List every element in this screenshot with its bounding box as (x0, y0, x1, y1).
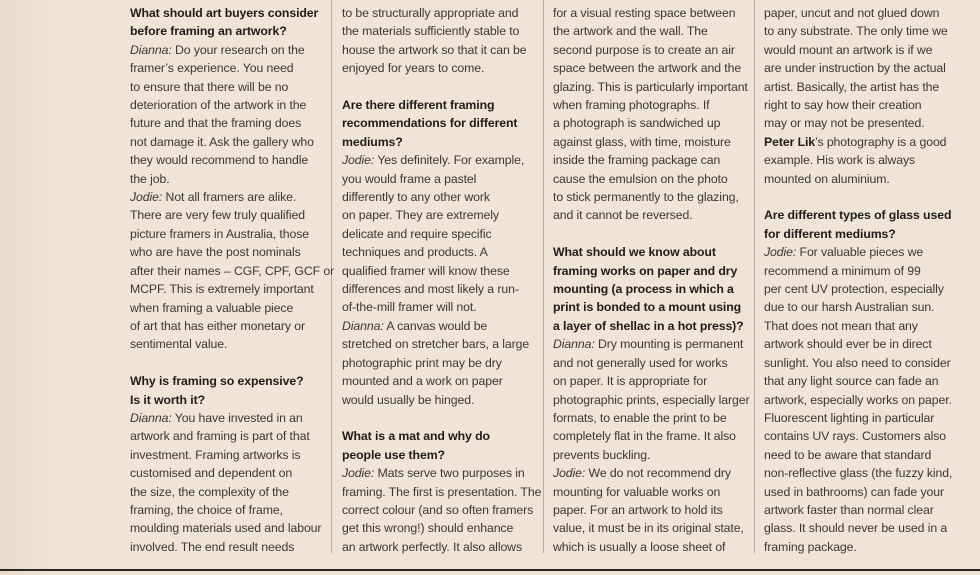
body-text-line (764, 151, 956, 169)
line-text: would usually be hinged. (342, 392, 475, 407)
line-text: need to be aware that standard (764, 447, 932, 462)
line-text: involved. The end result needs (130, 539, 295, 554)
line-text: a photograph is sandwiched up (553, 116, 721, 131)
body-text-line (553, 78, 748, 96)
line-text: non-reflective glass (the fuzzy kind, (764, 466, 953, 481)
body-text-line (130, 446, 322, 464)
line-text: space between the artwork and the (553, 61, 742, 76)
body-text-line (342, 483, 542, 501)
line-text: correct colour (and so often framers (342, 502, 534, 517)
line-text: A canvas would be (383, 318, 488, 333)
line-text: and not generally used for works (553, 355, 728, 370)
body-text-line (553, 409, 745, 427)
emphasized-name: Peter Lik (764, 134, 816, 149)
body-text-line (764, 4, 956, 22)
body-text-line (764, 114, 956, 132)
line-text: house the artwork so that it can be (342, 42, 527, 57)
body-text-line (342, 501, 534, 519)
line-text: mounting for valuable works on (553, 484, 721, 499)
body-text-line (764, 427, 956, 445)
question-heading-line: mounting (a process in which a (553, 282, 734, 297)
body-text-line (553, 446, 745, 464)
body-text-line (342, 22, 534, 40)
line-text: artwork and framing is part of that (130, 429, 310, 444)
body-text-line (553, 391, 750, 409)
question-heading-line: What should we know about (553, 245, 716, 260)
line-text: differences and most likely a run- (342, 282, 519, 297)
line-text: framing package. (764, 539, 857, 554)
question-heading-line: What should art buyers consider (130, 6, 319, 20)
line-text: framer’s experience. You need (130, 61, 294, 76)
line-text: are under instruction by the actual (764, 61, 946, 76)
body-text-line (342, 372, 534, 390)
body-text-line (130, 262, 335, 280)
article-column-1 (130, 4, 335, 556)
body-text-line (553, 96, 745, 114)
line-text: You have invested in an (171, 410, 303, 425)
line-text: due to our harsh Australian sun. (764, 300, 935, 315)
question-heading-line: Are there different framing (342, 98, 495, 113)
line-text: who are have the post nominals (130, 245, 301, 260)
speaker-name: Dianna: (553, 337, 595, 352)
line-text: For valuable pieces we (796, 245, 924, 260)
body-text-line (553, 170, 745, 188)
line-text: on paper. It is appropriate for (553, 374, 708, 389)
body-text-line (130, 206, 322, 224)
line-text: delicate and require specific (342, 226, 492, 241)
body-text-line (342, 335, 534, 353)
speaker-name: Jodie: (553, 466, 586, 481)
body-text-line (130, 483, 322, 501)
line-text: glass. It should never be used in a (764, 521, 948, 536)
line-text: get this wrong!) should enhance (342, 521, 514, 536)
speaker-name: Jodie: (342, 466, 375, 481)
body-text-line (130, 133, 322, 151)
line-text: prevents buckling. (553, 447, 651, 462)
body-text-line (342, 225, 534, 243)
line-text: example. His work is always (764, 153, 916, 168)
line-text: enjoyed for years to come. (342, 61, 485, 76)
line-text: that any light source can fade an (764, 374, 939, 389)
body-text-line (764, 41, 956, 59)
body-text-line (130, 280, 322, 298)
body-text-line (130, 335, 322, 353)
line-text: they would recommend to handle (130, 153, 309, 168)
body-text-line (764, 519, 956, 537)
body-text-line (130, 538, 322, 556)
body-text-line (553, 4, 745, 22)
line-text: the job. (130, 171, 170, 186)
line-text: contains UV rays. Customers also (764, 429, 947, 444)
line-text: ’s photography is a good (815, 134, 947, 149)
question-heading-line: recommendations for different (342, 116, 518, 131)
body-text-line (764, 170, 956, 188)
line-text: Dry mounting is permanent (594, 337, 744, 352)
question-heading-line: a layer of shellac in a hot press)? (553, 318, 744, 333)
body-text-line (130, 59, 322, 77)
body-text-line (130, 96, 322, 114)
question-heading-line: What is a mat and why do (342, 429, 490, 444)
body-text-line (553, 538, 745, 556)
line-text: framing. The first is presentation. The (342, 484, 542, 499)
line-text: sunlight. You also need to consider (764, 355, 951, 370)
line-text: investment. Framing artworks is (130, 447, 301, 462)
line-text: deterioration of the artwork in the (130, 98, 307, 113)
body-text-line (130, 114, 322, 132)
body-text-line (130, 225, 322, 243)
line-text: glazing. This is particularly important (553, 79, 748, 94)
line-text: for a visual resting space between (553, 6, 736, 20)
body-text-line (764, 243, 956, 261)
column-divider (543, 0, 544, 553)
paragraph-spacer (553, 225, 745, 243)
line-text: techniques and products. A (342, 245, 488, 260)
body-text-line (342, 538, 534, 556)
line-text: formats, to enable the print to be (553, 410, 727, 425)
body-text-line (764, 96, 956, 114)
line-text: cause the emulsion on the photo (553, 171, 728, 186)
body-text-line (130, 78, 322, 96)
line-text: of art that has either monetary or (130, 318, 305, 333)
line-text: framing, the choice of frame, (130, 502, 283, 517)
line-text: paper. For an artwork to hold its (553, 502, 723, 517)
line-text: would mount an artwork is if we (764, 42, 933, 57)
body-text-line (553, 354, 745, 372)
body-text-line (553, 519, 745, 537)
body-text-line (130, 151, 322, 169)
body-text-line (342, 391, 534, 409)
body-text-line (130, 427, 322, 445)
line-text: picture framers in Australia, those (130, 226, 309, 241)
body-text-line (764, 409, 956, 427)
page-bottom-edge (0, 569, 980, 571)
paragraph-spacer (764, 188, 956, 206)
paragraph-spacer (130, 354, 322, 372)
line-text: not damage it. Ask the gallery who (130, 134, 314, 149)
body-text-line (130, 317, 322, 335)
question-heading-line: framing works on paper and dry (553, 263, 738, 278)
body-text-line (342, 170, 534, 188)
body-text-line (764, 483, 956, 501)
line-text: you would frame a pastel (342, 171, 477, 186)
line-text: paper, uncut and not glued down (764, 6, 940, 20)
body-text-line (342, 317, 534, 335)
body-text-line (553, 41, 745, 59)
question-heading-line: before framing an artwork? (130, 24, 287, 39)
body-text-line (342, 298, 534, 316)
line-text: Mats serve two purposes in (374, 466, 525, 481)
body-text-line (553, 22, 745, 40)
body-text-line (342, 41, 534, 59)
speaker-name: Jodie: (764, 245, 797, 260)
line-text: to ensure that there will be no (130, 79, 289, 94)
body-text-line (342, 4, 534, 22)
body-text-line (764, 335, 956, 353)
line-text: There are very few truly qualified (130, 208, 305, 223)
body-text-line (764, 317, 956, 335)
body-text-line (764, 538, 956, 556)
body-text-line (764, 501, 956, 519)
line-text: second purpose is to create an air (553, 42, 735, 57)
line-text: right to say how their creation (764, 98, 922, 113)
body-text-line (553, 483, 745, 501)
body-text-line (764, 78, 956, 96)
body-text-line (342, 243, 534, 261)
body-text-line (553, 151, 745, 169)
line-text: to any substrate. The only time we (764, 24, 948, 39)
paragraph-spacer (342, 78, 534, 96)
body-text-line (130, 501, 322, 519)
body-text-line (553, 464, 745, 482)
line-text: against glass, with time, moisture (553, 134, 731, 149)
question-heading-line: print is bonded to a mount using (553, 300, 742, 315)
line-text: Yes definitely. For example, (374, 153, 525, 168)
line-text: the artwork and the wall. The (553, 24, 708, 39)
body-text-line (764, 464, 956, 482)
body-text-line (553, 372, 745, 390)
speaker-name: Dianna: (130, 410, 172, 425)
body-text-line (130, 409, 322, 427)
line-text: moulding materials used and labour (130, 521, 322, 536)
body-text-line (764, 22, 956, 40)
line-text: of-the-mill framer will not. (342, 300, 477, 315)
line-text: stretched on stretcher bars, a large (342, 337, 530, 352)
paragraph-spacer (342, 409, 534, 427)
body-text-line (130, 519, 322, 537)
body-text-line (764, 354, 956, 372)
article-column-2 (342, 4, 542, 556)
body-text-line (130, 243, 322, 261)
speaker-name: Dianna: (130, 42, 172, 57)
line-text: and it cannot be reversed. (553, 208, 693, 223)
line-text: when framing photographs. If (553, 98, 710, 113)
line-text: used in bathrooms) can fade your (764, 484, 944, 499)
line-text: customised and dependent on (130, 466, 293, 481)
body-text-line (553, 188, 745, 206)
line-text: sentimental value. (130, 337, 228, 352)
line-text: photographic prints, especially larger (553, 392, 750, 407)
question-heading-line: Is it worth it? (130, 392, 206, 407)
line-text: qualified framer will know these (342, 263, 510, 278)
line-text: artwork should ever be in direct (764, 337, 932, 352)
line-text: Fluorescent lighting in particular (764, 410, 935, 425)
question-heading-line: Are different types of glass used (764, 208, 952, 223)
line-text: We do not recommend dry (585, 466, 731, 481)
question-heading-line: for different mediums? (764, 226, 896, 241)
line-text: value, it must be in its original state, (553, 521, 744, 536)
body-text-line (553, 335, 745, 353)
body-text-line (342, 262, 534, 280)
line-text: Not all framers are alike. (162, 190, 297, 205)
body-text-line (342, 519, 534, 537)
body-text-line (342, 464, 534, 482)
line-text: future and that the framing does (130, 116, 302, 131)
question-heading-line: mediums? (342, 134, 403, 149)
line-text: artwork, especially works on paper. (764, 392, 952, 407)
body-text-line (553, 114, 745, 132)
body-text-line (764, 391, 956, 409)
line-text: an artwork perfectly. It also allows (342, 539, 523, 554)
speaker-name: Jodie: (342, 153, 375, 168)
speaker-name: Dianna: (342, 318, 384, 333)
line-text: after their names – CGF, CPF, GCF or (130, 263, 335, 278)
body-text-line (342, 59, 534, 77)
line-text: photographic print may be dry (342, 355, 502, 370)
body-text-line (764, 372, 956, 390)
body-text-line (764, 446, 956, 464)
question-heading-line: people use them? (342, 447, 445, 462)
speaker-name: Jodie: (130, 190, 163, 205)
column-divider (754, 0, 755, 553)
body-text-line (764, 280, 956, 298)
line-text: MCPF. This is extremely important (130, 282, 314, 297)
body-text-line (553, 501, 745, 519)
line-text: the size, the complexity of the (130, 484, 289, 499)
line-text: to stick permanently to the glazing, (553, 190, 739, 205)
line-text: artist. Basically, the artist has the (764, 79, 940, 94)
line-text: differently to any other work (342, 190, 490, 205)
body-text-line (553, 206, 745, 224)
body-text-line (130, 299, 322, 317)
body-text-line (342, 188, 534, 206)
line-text: mounted on aluminium. (764, 171, 890, 186)
body-text-line (553, 59, 745, 77)
line-text: may or may not be presented. (764, 116, 925, 131)
line-text: recommend a minimum of 99 (764, 263, 921, 278)
line-text: artwork faster than normal clear (764, 502, 934, 517)
body-text-line (764, 59, 956, 77)
line-text: which is usually a loose sheet of (553, 539, 726, 554)
line-text: the materials sufficiently stable to (342, 24, 520, 39)
body-text-line (130, 464, 322, 482)
body-text-line (342, 151, 534, 169)
article-column-4 (764, 4, 956, 556)
line-text: That does not mean that any (764, 318, 918, 333)
line-text: inside the framing package can (553, 153, 721, 168)
line-text: completely flat in the frame. It also (553, 429, 736, 444)
body-text-line (553, 427, 745, 445)
body-text-line (130, 188, 322, 206)
line-text: to be structurally appropriate and (342, 6, 519, 20)
line-text: on paper. They are extremely (342, 208, 499, 223)
body-text-line (342, 206, 534, 224)
body-text-line (342, 354, 534, 372)
body-text-line (130, 41, 322, 59)
line-text: Do your research on the (171, 42, 305, 57)
body-text-line (130, 170, 322, 188)
line-text: mounted and a work on paper (342, 374, 503, 389)
body-text-line (553, 133, 745, 151)
body-text-line (764, 298, 956, 316)
line-text: when framing a valuable piece (130, 300, 294, 315)
body-text-line (342, 280, 534, 298)
question-heading-line: Why is framing so expensive? (130, 374, 304, 389)
article-column-3 (553, 4, 750, 556)
body-text-line (764, 133, 956, 151)
body-text-line (764, 262, 956, 280)
line-text: per cent UV protection, especially (764, 282, 944, 297)
